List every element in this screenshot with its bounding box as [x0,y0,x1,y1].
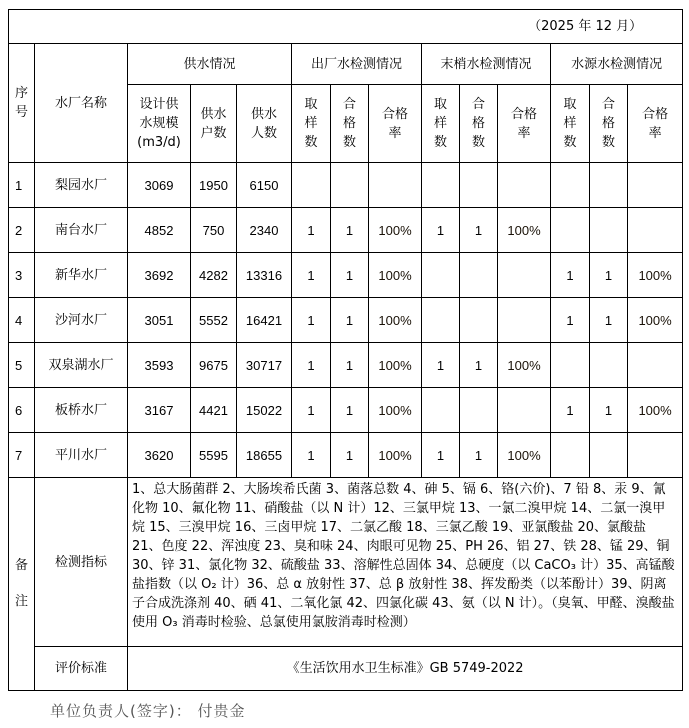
row-index: 7 [9,433,35,478]
factory-qualified: 1 [331,388,369,433]
report-period: （2025 年 12 月） [9,10,683,44]
plant-name: 板桥水厂 [35,388,128,433]
terminal-samples [422,388,460,433]
table-row [9,163,683,208]
header-population: 供水人数 [237,85,292,163]
households: 5552 [191,298,237,343]
remarks-label: 备注 [9,478,35,691]
factory-rate: 100% [369,388,422,433]
terminal-rate [498,298,551,343]
row-index: 5 [9,343,35,388]
table-row [9,253,683,298]
terminal-samples: 1 [422,343,460,388]
factory-rate: 100% [369,343,422,388]
plant-name: 梨园水厂 [35,163,128,208]
terminal-rate: 100% [498,343,551,388]
indicators-label: 检测指标 [35,478,128,647]
population: 16421 [237,298,292,343]
households: 4421 [191,388,237,433]
terminal-rate [498,388,551,433]
source-samples: 1 [551,253,590,298]
terminal-qualified [460,298,498,343]
source-rate [628,343,683,388]
factory-qualified: 1 [331,343,369,388]
terminal-samples [422,298,460,343]
row-index: 6 [9,388,35,433]
factory-qualified: 1 [331,433,369,478]
source-qualified [590,433,628,478]
table-row [9,433,683,478]
source-samples [551,208,590,253]
design-capacity: 3593 [128,343,191,388]
header-factory-samples: 取样数 [292,85,331,163]
source-qualified: 1 [590,253,628,298]
households: 750 [191,208,237,253]
terminal-qualified: 1 [460,343,498,388]
header-design-capacity: 设计供水规模(m3/d) [128,85,191,163]
terminal-rate: 100% [498,208,551,253]
header-terminal-rate: 合格率 [498,85,551,163]
population: 18655 [237,433,292,478]
plant-name: 沙河水厂 [35,298,128,343]
population: 2340 [237,208,292,253]
source-qualified: 1 [590,298,628,343]
header-factory-group: 出厂水检测情况 [292,44,422,85]
terminal-rate [498,253,551,298]
header-terminal-samples: 取样数 [422,85,460,163]
signature-line: 单位负责人(签字)： 付贵金 [50,702,246,720]
plant-name: 新华水厂 [35,253,128,298]
factory-qualified: 1 [331,298,369,343]
source-qualified [590,343,628,388]
factory-qualified [331,163,369,208]
indicators-text: 1、总大肠菌群 2、大肠埃希氏菌 3、菌落总数 4、砷 5、镉 6、铬(六价)、7 铅 8、汞 9、氰化物 10、氟化物 11、硝酸盐（以 N 计）12、三氯甲烷 13、一氯二溴甲烷 14、二氯一溴甲烷 15、三溴甲烷 16、三卤甲烷 17、二氯乙酸 18、三氯乙酸 19、亚氯酸盐 20、氯酸盐 21、色度 22、浑浊度 23、臭和味 24、肉眼可见物 25、PH 26、铝 27、铁 28、锰 29、铜 30、锌 31、氯化物 32、硫酸盐 33、溶解性总固体 34、总硬度（以 CaCO₃ 计）35、高锰酸盐指数（以 O₂ 计）36、总 α 放射性 37、总 β 放射性 38、挥发酚类（以苯酚计）39、阴离子合成洗涤剂 40、硒 41、二氧化氯 42、四氯化碳 43、氨（以 N 计）。（臭氧、甲醛、溴酸盐使用 O₃ 消毒时检验、总氯使用氯胺消毒时检测） [128,478,683,647]
header-source-samples: 取样数 [551,85,590,163]
header-factory-qualified: 合格数 [331,85,369,163]
row-index: 3 [9,253,35,298]
households: 1950 [191,163,237,208]
design-capacity: 3167 [128,388,191,433]
standard-text: 《生活饮用水卫生标准》GB 5749-2022 [128,647,683,691]
header-plant-name: 水厂名称 [35,44,128,163]
header-source-qualified: 合格数 [590,85,628,163]
row-index: 1 [9,163,35,208]
source-rate [628,163,683,208]
terminal-samples [422,253,460,298]
table-row [9,388,683,433]
source-rate: 100% [628,253,683,298]
factory-rate: 100% [369,298,422,343]
factory-rate: 100% [369,208,422,253]
table-row [9,298,683,343]
source-samples [551,163,590,208]
header-source-rate: 合格率 [628,85,683,163]
source-qualified [590,163,628,208]
source-samples: 1 [551,298,590,343]
source-rate: 100% [628,298,683,343]
factory-samples: 1 [292,433,331,478]
households: 9675 [191,343,237,388]
population: 13316 [237,253,292,298]
factory-rate: 100% [369,433,422,478]
standard-label: 评价标准 [35,647,128,691]
table-row [9,208,683,253]
source-samples: 1 [551,388,590,433]
source-rate: 100% [628,388,683,433]
design-capacity: 3620 [128,433,191,478]
factory-qualified: 1 [331,208,369,253]
plant-name: 南台水厂 [35,208,128,253]
population: 15022 [237,388,292,433]
water-quality-report-table [8,9,683,691]
source-qualified [590,208,628,253]
design-capacity: 3051 [128,298,191,343]
factory-qualified: 1 [331,253,369,298]
design-capacity: 3692 [128,253,191,298]
row-index: 2 [9,208,35,253]
source-samples [551,433,590,478]
plant-name: 平川水厂 [35,433,128,478]
households: 5595 [191,433,237,478]
design-capacity: 3069 [128,163,191,208]
terminal-samples: 1 [422,208,460,253]
terminal-qualified: 1 [460,433,498,478]
households: 4282 [191,253,237,298]
header-factory-rate: 合格率 [369,85,422,163]
header-households: 供水户数 [191,85,237,163]
terminal-samples: 1 [422,433,460,478]
plant-name: 双泉湖水厂 [35,343,128,388]
factory-samples: 1 [292,208,331,253]
header-index: 序号 [9,44,35,163]
population: 6150 [237,163,292,208]
terminal-qualified [460,163,498,208]
terminal-rate: 100% [498,433,551,478]
source-rate [628,433,683,478]
factory-samples [292,163,331,208]
header-supply-group: 供水情况 [128,44,292,85]
table-row [9,343,683,388]
terminal-qualified [460,253,498,298]
population: 30717 [237,343,292,388]
factory-samples: 1 [292,388,331,433]
terminal-qualified [460,388,498,433]
factory-samples: 1 [292,253,331,298]
terminal-qualified: 1 [460,208,498,253]
factory-rate: 100% [369,253,422,298]
terminal-rate [498,163,551,208]
factory-samples: 1 [292,298,331,343]
design-capacity: 4852 [128,208,191,253]
source-rate [628,208,683,253]
terminal-samples [422,163,460,208]
source-samples [551,343,590,388]
factory-samples: 1 [292,343,331,388]
header-source-group: 水源水检测情况 [551,44,683,85]
source-qualified: 1 [590,388,628,433]
row-index: 4 [9,298,35,343]
data-rows [9,163,683,478]
factory-rate [369,163,422,208]
header-terminal-qualified: 合格数 [460,85,498,163]
header-terminal-group: 末梢水检测情况 [422,44,551,85]
